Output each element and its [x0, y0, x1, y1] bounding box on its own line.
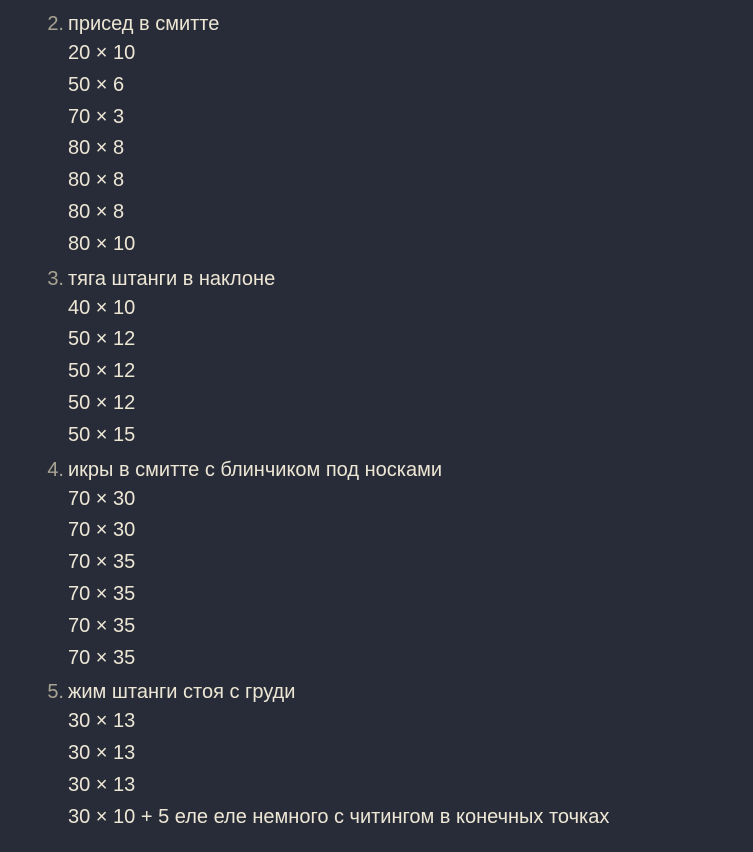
- exercise-number: 5.: [47, 681, 64, 704]
- set-entry: 80 × 8: [68, 137, 125, 160]
- exercise-name: тяга штанги в наклоне: [68, 267, 276, 290]
- exercise-title: [0, 678, 753, 706]
- set-list: [0, 484, 753, 675]
- set-list: [0, 38, 753, 261]
- exercise-name: жим штанги стоя с груди: [68, 681, 296, 704]
- set-entry: 50 × 15: [68, 423, 136, 446]
- exercise-block: [0, 678, 753, 833]
- set-entry: 80 × 8: [68, 200, 125, 223]
- set-entry: 70 × 30: [68, 487, 136, 510]
- set-entry: 50 × 12: [68, 328, 136, 351]
- exercise-name: присед в смитте: [68, 13, 220, 35]
- set-entry: 30 × 13: [68, 742, 136, 765]
- exercise-block: [0, 10, 753, 261]
- set-entry: 70 × 35: [68, 646, 136, 669]
- exercise-block: [0, 456, 753, 675]
- set-entry: 80 × 8: [68, 169, 125, 192]
- set-entry: 70 × 30: [68, 519, 136, 542]
- set-entry: 50 × 12: [68, 360, 136, 383]
- set-entry: 70 × 35: [68, 551, 136, 574]
- exercise-title: [0, 265, 753, 293]
- set-entry: 30 × 13: [68, 710, 136, 733]
- cut-off-previous-line: [0, 0, 753, 3]
- exercise-number: 3.: [47, 267, 64, 290]
- set-entry: 70 × 35: [68, 582, 136, 605]
- exercise-number: 2.: [47, 13, 64, 35]
- set-list: [0, 293, 753, 452]
- workout-log: [0, 10, 753, 838]
- set-entry: 50 × 6: [68, 73, 125, 96]
- set-entry: 50 × 12: [68, 391, 136, 414]
- exercise-title: [0, 10, 753, 38]
- set-entry: 40 × 10: [68, 296, 136, 319]
- set-entry: 30 × 13: [68, 773, 136, 796]
- exercise-title: [0, 456, 753, 484]
- exercise-name: икры в смитте с блинчиком под носками: [68, 458, 442, 481]
- set-list: [0, 706, 753, 833]
- exercise-block: [0, 265, 753, 452]
- set-entry: 70 × 35: [68, 614, 136, 637]
- set-entry: 20 × 10: [68, 42, 136, 64]
- set-entry: 70 × 3: [68, 105, 125, 128]
- exercise-number: 4.: [47, 458, 64, 481]
- set-entry: 80 × 10: [68, 232, 136, 255]
- set-entry: 30 × 10 + 5 еле еле немного с читингом в конечных точках: [68, 805, 610, 828]
